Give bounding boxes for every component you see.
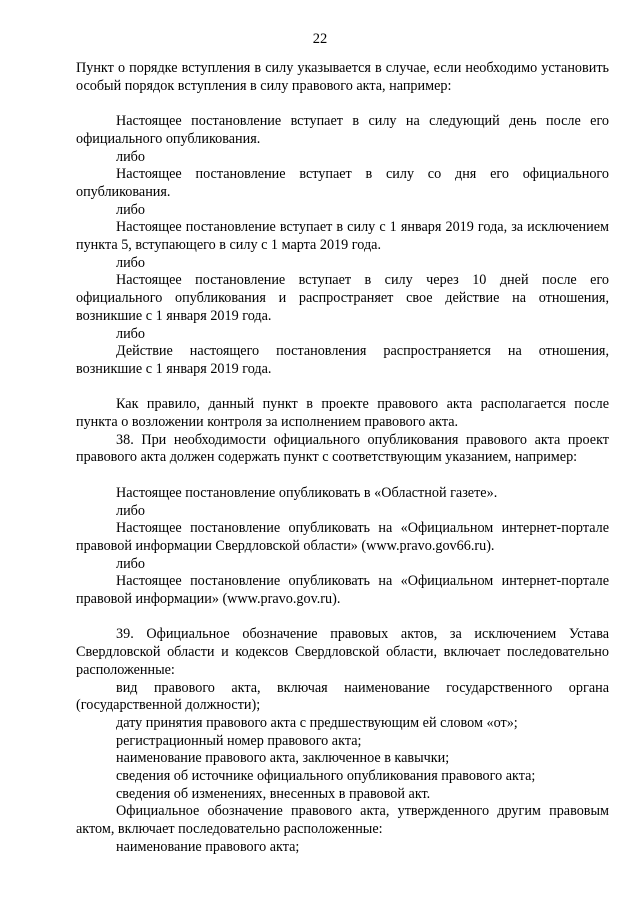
paragraph: Действие настоящего постановления распространяется на отношения, возникшие с 1 января 2019 года.	[76, 343, 609, 377]
paragraph: Настоящее постановление опубликовать на «Официальном интернет-портале правовой информации Свердловской области» (www.pravo.gov66.ru).	[76, 520, 609, 554]
paragraph: Настоящее постановление вступает в силу через 10 дней после его официального опубликования и распространяет свое действие на отношения, возникшие с 1 января 2019 года.	[76, 272, 609, 324]
paragraph: наименование правового акта, заключенное в кавычки;	[116, 750, 450, 767]
paragraph: Настоящее постановление вступает в силу с 1 января 2019 года, за исключением пункта 5, вступающего в силу с 1 марта 2019 года.	[76, 219, 609, 254]
paragraph: либо	[116, 502, 145, 519]
paragraph: 38. При необходимости официального опубликования правового акта проект правового акта должен содержать пункт с соответствующим указанием, например:	[76, 431, 609, 466]
paragraph: либо	[116, 148, 145, 165]
paragraph: дату принятия правового акта с предшествующим ей словом «от»;	[116, 714, 518, 731]
paragraph: вид правового акта, включая наименование государственного органа (государственной должности);	[76, 679, 609, 714]
paragraph: либо	[116, 555, 145, 572]
paragraph: либо	[116, 254, 145, 271]
paragraph: наименование правового акта;	[116, 838, 300, 855]
paragraph: Пункт о порядке вступления в силу указывается в случае, если необходимо установить особый порядок вступления в силу правового акта, например:	[76, 60, 609, 94]
paragraph: Настоящее постановление опубликовать на «Официальном интернет-портале правовой информации» (www.pravo.gov.ru).	[76, 573, 609, 608]
document-body	[76, 60, 609, 857]
paragraph: регистрационный номер правового акта;	[116, 732, 362, 749]
paragraph: Настоящее постановление опубликовать в «Областной газете».	[116, 484, 498, 501]
page-number: 22	[312, 31, 328, 47]
paragraph: 39. Официальное обозначение правовых актов, за исключением Устава Свердловской области и кодексов Свердловской области, включает последовательно расположенные:	[76, 626, 609, 678]
blank-line	[76, 379, 609, 397]
paragraph: сведения об изменениях, внесенных в правовой акт.	[116, 785, 431, 802]
paragraph: Настоящее постановление вступает в силу со дня его официального опубликования.	[76, 166, 609, 200]
blank-line	[76, 609, 609, 627]
paragraph: сведения об источнике официального опубликования правового акта;	[116, 768, 536, 785]
paragraph: либо	[116, 201, 145, 218]
blank-line	[76, 95, 609, 113]
paragraph: Как правило, данный пункт в проекте правового акта располагается после пункта о возложении контроля за исполнением правового акта.	[76, 396, 609, 431]
paragraph: Настоящее постановление вступает в силу на следующий день после его официального опубликования.	[76, 113, 609, 147]
blank-line	[76, 467, 609, 485]
paragraph: либо	[116, 325, 145, 342]
paragraph: Официальное обозначение правового акта, утвержденного другим правовым актом, включает последовательно расположенные:	[76, 803, 609, 838]
